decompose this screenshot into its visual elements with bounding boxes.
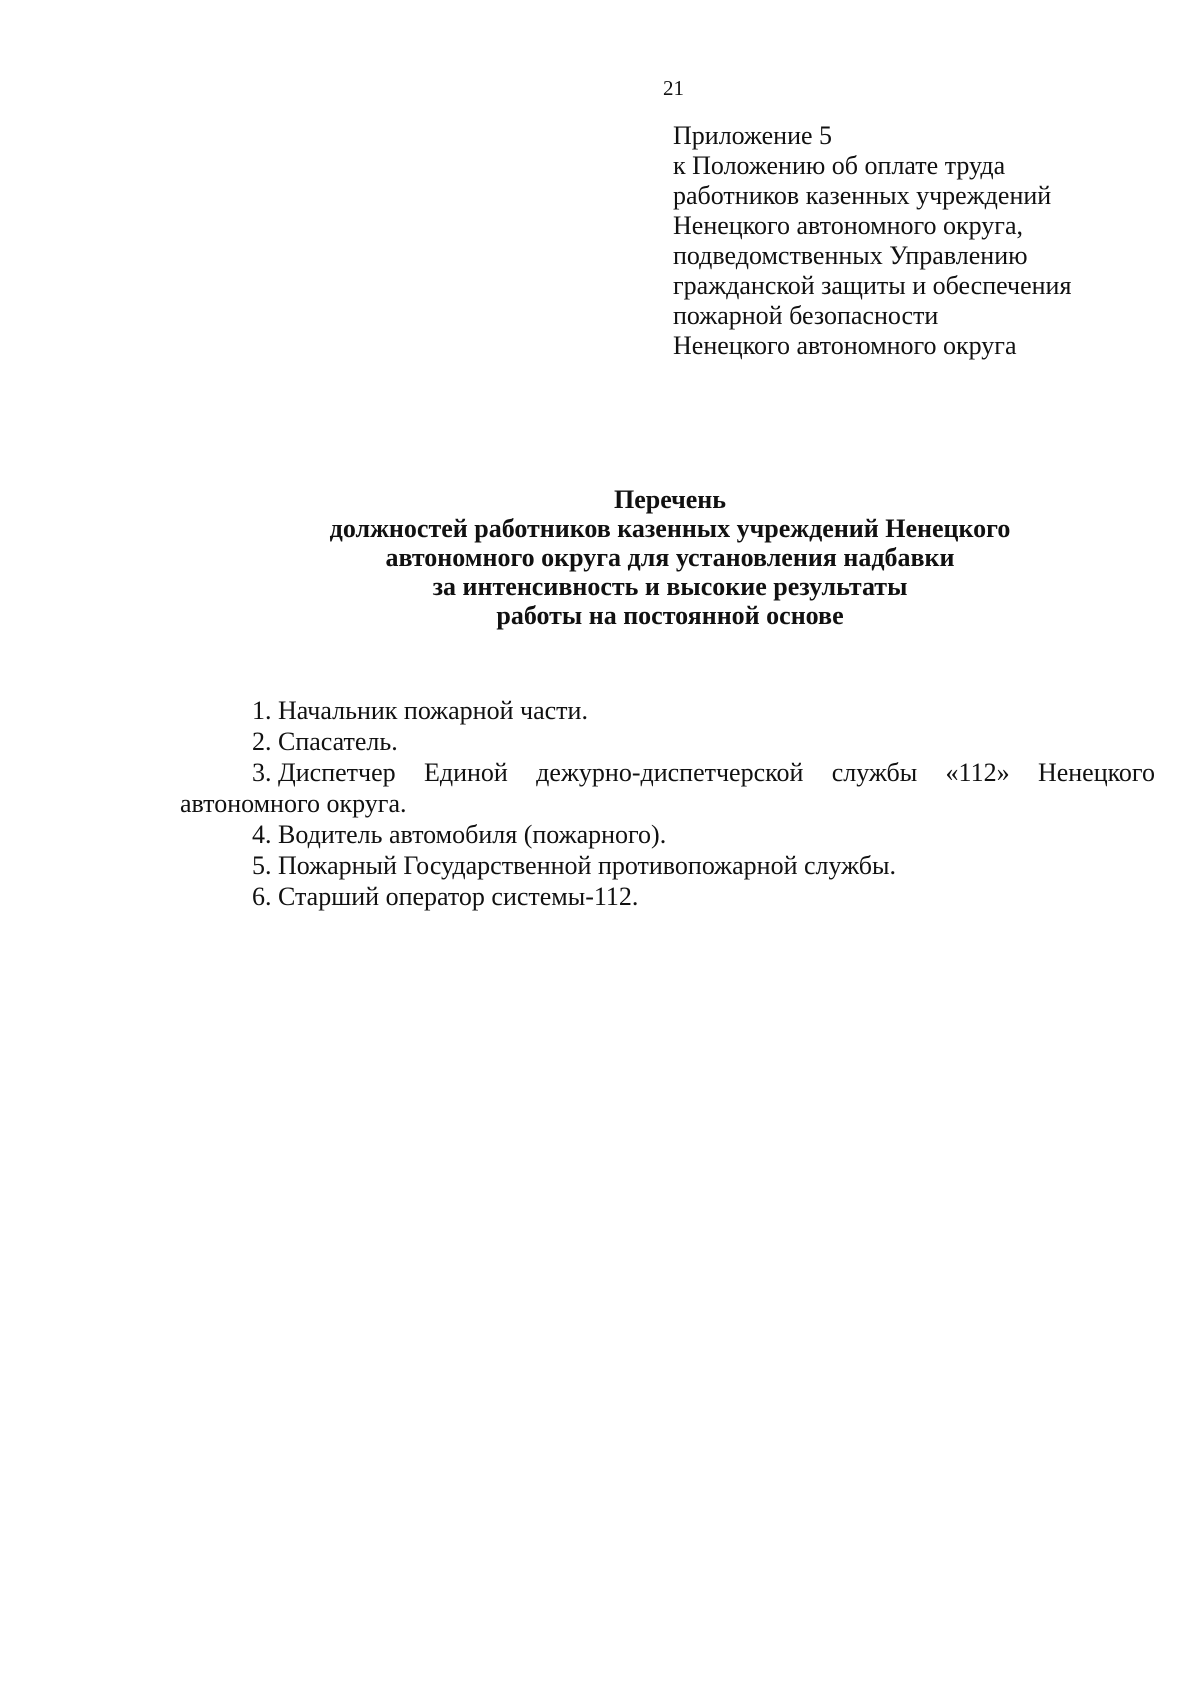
appendix-line: работников казенных учреждений [673,181,1052,210]
appendix-line: Ненецкого автономного округа, [673,211,1023,240]
appendix-line: подведомственных Управлению [673,241,1028,270]
title-line: за интенсивность и высокие результаты [432,572,908,601]
appendix-line: к Положению об оплате труда [673,151,1006,180]
appendix-line: гражданской защиты и обеспечения [673,271,1072,300]
positions-list [180,695,1155,912]
appendix-block [673,121,1173,361]
list-item: 6. Старший оператор системы-112. [252,882,639,911]
title-line: работы на постоянной основе [496,601,844,630]
word: Единой [423,758,508,787]
word: дежурно-диспетчерской [536,758,804,787]
title-line: Перечень [613,485,727,514]
appendix-line: Ненецкого автономного округа [673,331,1017,360]
word: Ненецкого [1037,758,1155,787]
list-item: 5. Пожарный Государственной противопожарной службы. [252,851,896,880]
title-line: должностей работников казенных учреждений Ненецкого [329,514,1011,543]
page-number: 21 [663,76,684,100]
list-item: 4. Водитель автомобиля (пожарного). [252,820,667,849]
appendix-line: пожарной безопасности [673,301,939,330]
appendix-line: Приложение 5 [673,121,833,150]
list-item-line [180,757,1155,788]
list-item-line: автономного округа. [180,789,407,818]
list-item: 1. Начальник пожарной части. [252,696,588,725]
word: службы [831,758,918,787]
title-line: автономного округа для установления надбавки [385,543,955,572]
list-item: 2. Спасатель. [252,727,398,756]
word: 3. Диспетчер [252,758,396,787]
list-item [180,757,1155,819]
word: «112» [945,758,1010,787]
document-title [180,485,1160,630]
